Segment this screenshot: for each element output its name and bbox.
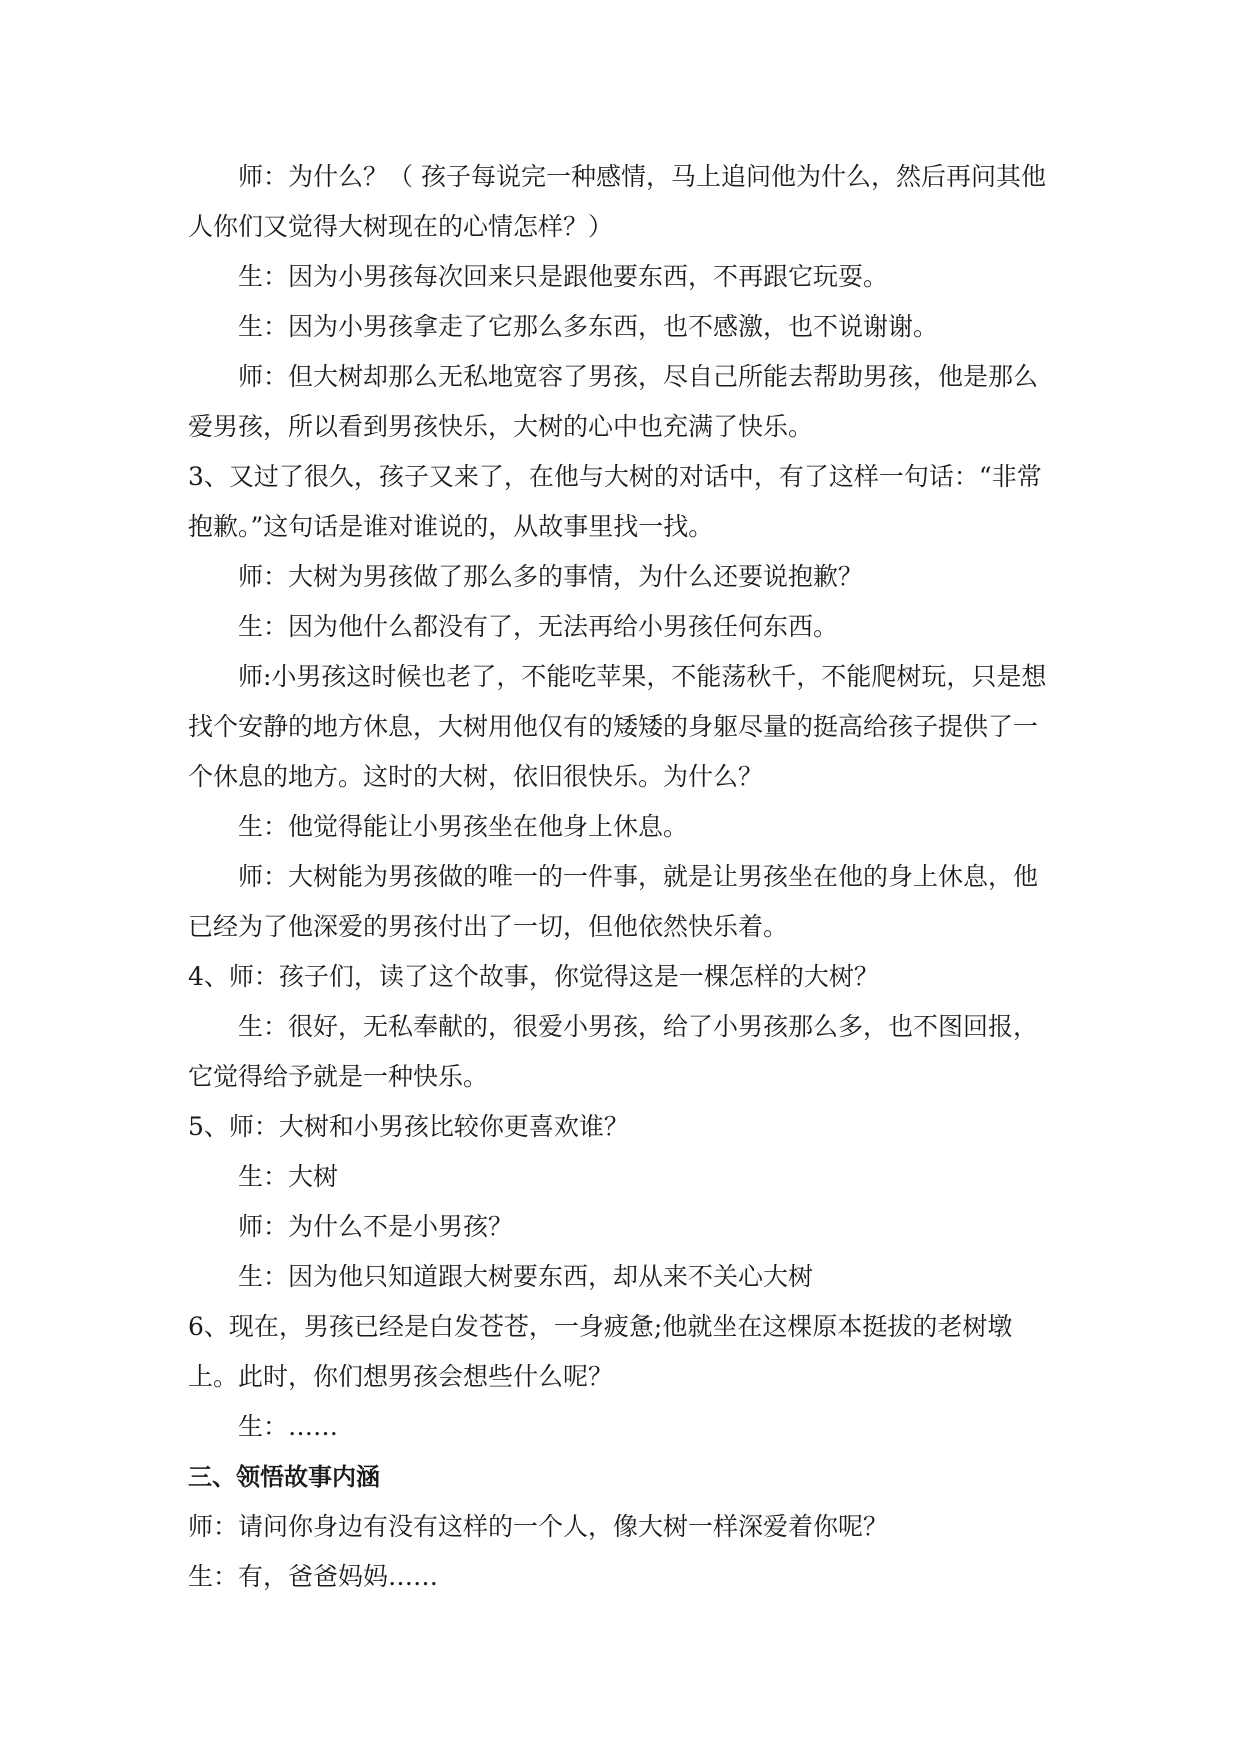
paragraph: 4、师：孩子们，读了这个故事，你觉得这是一棵怎样的大树？ — [188, 962, 879, 991]
paragraph: 师:小男孩这时候也老了，不能吃苹果，不能荡秋千，不能爬树玩，只是想找个安静的地方休息，大树用他仅有的矮矮的身躯尽量的挺高给孩子提供了一个休息的地方。这时的大树，依旧很快乐。为什么？ — [188, 662, 1047, 791]
paragraph: 生：…… — [238, 1412, 339, 1441]
paragraph: 3、又过了很久，孩子又来了，在他与大树的对话中，有了这样一句话：“非常抱歉。”这句话是谁对谁说的，从故事里找一找。 — [188, 462, 1042, 541]
paragraph: 生：大树 — [238, 1162, 339, 1191]
paragraph: 师：但大树却那么无私地宽容了男孩，尽自己所能去帮助男孩，他是那么爱男孩，所以看到男孩快乐，大树的心中也充满了快乐。 — [188, 362, 1039, 441]
paragraph: 师：大树为男孩做了那么多的事情，为什么还要说抱歉？ — [238, 562, 864, 591]
document-body — [188, 152, 1058, 1602]
paragraph: 生：因为他什么都没有了，无法再给小男孩任何东西。 — [238, 612, 839, 641]
paragraph: 生：因为小男孩拿走了它那么多东西，也不感激，也不说谢谢。 — [238, 312, 939, 341]
paragraph: 生：有，爸爸妈妈…… — [188, 1562, 439, 1591]
paragraph: 5、师：大树和小男孩比较你更喜欢谁？ — [188, 1112, 629, 1141]
paragraph: 师：大树能为男孩做的唯一的一件事，就是让男孩坐在他的身上休息，他已经为了他深爱的男孩付出了一切，但他依然快乐着。 — [188, 862, 1039, 941]
paragraph: 生：他觉得能让小男孩坐在他身上休息。 — [238, 812, 689, 841]
paragraph: 生：因为他只知道跟大树要东西，却从来不关心大树 — [238, 1262, 814, 1291]
paragraph: 6、现在，男孩已经是白发苍苍，一身疲惫;他就坐在这棵原本挺拔的老树墩上。此时，你们想男孩会想些什么呢？ — [188, 1312, 1013, 1391]
paragraph: 师：为什么？（ 孩子每说完一种感情，马上追问他为什么，然后再问其他人你们又觉得大树现在的心情怎样？） — [188, 162, 1046, 241]
paragraph: 生：很好，无私奉献的，很爱小男孩，给了小男孩那么多，也不图回报，它觉得给予就是一种快乐。 — [188, 1012, 1039, 1091]
paragraph: 师：为什么不是小男孩？ — [238, 1212, 514, 1241]
paragraph: 师：请问你身边有没有这样的一个人，像大树一样深爱着你呢？ — [188, 1512, 889, 1541]
paragraph: 生：因为小男孩每次回来只是跟他要东西，不再跟它玩耍。 — [238, 262, 889, 291]
section-heading: 三、领悟故事内涵 — [188, 1463, 380, 1491]
